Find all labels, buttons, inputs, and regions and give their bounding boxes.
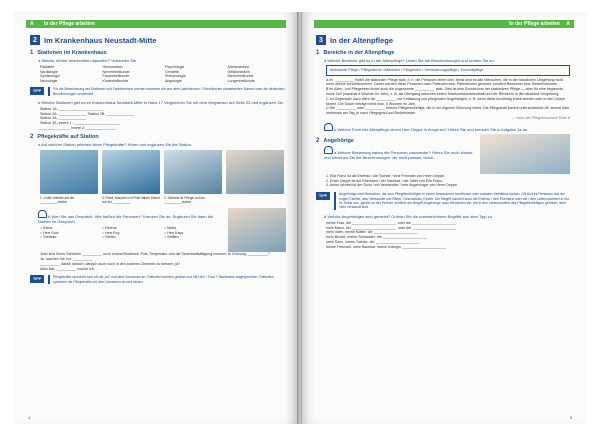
right-page — [302, 12, 586, 424]
term: Kardiologie — [40, 69, 58, 74]
subsection-header — [30, 134, 286, 140]
assign-line: mein Sohn, meine Tochter: die ______________________ — [326, 239, 420, 244]
subsection-title: Pflegekräfte auf Station — [37, 134, 99, 141]
term: Gefäßmedizin — [227, 69, 250, 74]
nurse-photo — [164, 150, 222, 194]
chapter-label: A — [30, 21, 34, 27]
section-number: 3 — [316, 35, 326, 45]
term: Herzmedizin — [102, 65, 123, 69]
nurse-photo — [40, 150, 98, 194]
term: Pädiatrie — [40, 65, 55, 69]
audio-icon — [324, 123, 333, 131]
photo-row — [40, 150, 286, 194]
assign-line: mein Vater, meine Mutter: die ______________________ — [326, 230, 418, 235]
term: Kinderheilkunde — [102, 78, 129, 83]
left-content — [30, 34, 286, 416]
dialog-line: Alles klar, __________ mache ich. — [40, 266, 95, 271]
tip-badge: TIPP — [316, 192, 330, 200]
page-number: 4 — [28, 415, 31, 420]
name-option[interactable]: ○ Stefanie — [40, 235, 57, 240]
tip-text: Angehörige sind Menschen, die zum Pflegebedürftigen in einem besonderen rechtlichen oder sozialen Verhältnis stehen. Oft sind es Personen aus der engen Familie, also Verwandte wie Eltern, Geschwister, Kinder. Der Begriff schließt auch die Ehefrau / den Ehemann oder die / den Lebenspartner/-in ein. Im Sinne von „gehört zu der Person“ schließt der Begriff Angehörige auch Menschen ein, die in den Lebensumfeld des Pflegebedürftigen gehören, aber nicht verwandt sind. — [334, 192, 570, 210]
name-option[interactable]: ○ Elena — [40, 226, 53, 231]
task-instruction: b Welche Form der Altenpflege nimmt Herr Deppe in Anspruch? Hören Sie und kreuzen Sie in Aufgabe 1a an. — [324, 123, 570, 132]
photo-caption: 3. Petra, Maryam und Phat haben Dienst auf der __________ — [102, 196, 160, 205]
task-instruction: a Welche Wörter beschreiben dasselbe? Verbinden Sie. — [38, 58, 138, 63]
name-option[interactable]: ○ Steffen — [164, 235, 179, 240]
section-header — [316, 34, 570, 46]
task-instruction: a Welche Beziehung haben die Personen zueinander? Hören Sie noch einmal und streichen Sie die Bezeichnungen, die nicht passen, durch. — [324, 146, 474, 160]
tip-box — [30, 87, 286, 96]
chapter-title: In der Pflege arbeiten — [509, 21, 560, 27]
description-paragraph: B Im Alten- und Pflegeheim findet auch die sogenannte __________ statt. Dies ist eine Sonderform der stationären Pflege — aber für eine begrenzte, kurze Zeit (maximal 8 Wochen im Jahr), z. B. als Übergang zwischen einem Krankenhausaufenthalt und der Rückkehr in die häusliche Umgebung. — [326, 87, 564, 96]
term: Nervenheilkunde — [102, 69, 130, 74]
description-paragraph: C Im Gegensatz dazu dient die __________ zur Entlastung von pflegenden Angehörigen, z. B. wenn diese kurzfristig krank werden oder in den Urlaub fahren. Die Dauer beträgt meist max. 6 Wochen im Jahr. — [326, 96, 565, 106]
open-book — [14, 12, 586, 424]
relatives-block — [316, 134, 570, 174]
task-instruction: b Welche Stationen gibt es im Krankenhaus Neustadt-Mitte in Haus 1? Vergleichen Sie mit dem Wegweiser auf Seite 23 und ergänzen Sie. — [38, 100, 284, 106]
term: Neurologie — [40, 78, 58, 83]
nurse-photo — [226, 150, 284, 194]
section-header — [30, 34, 286, 46]
term: Pneumologie — [165, 74, 186, 79]
terms-box: Ambulante Pflege / Pflegedienst • Altenheim / Pflegeheim • Verhinderungspflege • Kurzzeitpflege — [326, 65, 570, 76]
task-instruction: a Welche Bereiche gibt es in der Altenpflege? Lesen Sie die Beschreibungen und ordnen Sie zu. — [324, 58, 495, 63]
subsection-number: 1 — [30, 50, 34, 56]
subsection-title: Angehörige — [323, 137, 354, 144]
right-content — [316, 34, 570, 416]
description-paragraph: A Im __________ findet die stationäre Pflege statt, d. h. die Personen leben dort. Meist sind es alte Menschen, die in der häuslichen Umgebung nicht mehr alleine zurechtkommen. Daher werden diese Personen nach Patienten bzw. Patientinnen genannt, sondern Bewohner bzw. Bewohnerinnen. — [326, 77, 564, 87]
name-option[interactable]: ○ Helena — [102, 226, 117, 231]
source-note: — Nach der Pflegebroschüre Seite 8 — [511, 115, 570, 120]
term: Gynäkologie — [40, 74, 60, 79]
name-option[interactable]: ○ Maria — [164, 226, 177, 231]
tip-text: Für die Bezeichnung der Stationen und Fachbereiche werden entweder die aus dem Lateinischen / Griechischen stammenden Namen oder die deutschen Bezeichnungen verwendet. — [48, 87, 286, 96]
relation-line: 2. Erwin Deppe ist der Ehemann / der Nachbar / der Vater von Ella Franz. — [326, 178, 443, 183]
name-option[interactable]: ○ Herr Roy — [102, 230, 120, 235]
name-option[interactable]: ○ Stefan — [102, 235, 116, 240]
subsection-title: Stationen im Krankenhaus — [37, 50, 107, 56]
subsection-header — [316, 50, 570, 56]
photo-captions — [40, 196, 286, 204]
subsection-header — [30, 50, 286, 56]
section-title: In der Altenpflege — [330, 35, 394, 45]
section-number: 2 — [30, 35, 40, 45]
term: Frauenheilkunde — [102, 74, 130, 79]
assign-line: meine Freundin, mein Nachbar, meine Kollegin, ______________________ — [326, 244, 447, 249]
subsection-number: 2 — [30, 134, 34, 141]
subsection-number: 1 — [316, 50, 320, 56]
page-number: 5 — [569, 415, 572, 420]
tip-box — [316, 192, 570, 210]
subsection-number: 2 — [316, 137, 320, 144]
station-line: Station 1A: _______________________ — [40, 107, 105, 112]
relation-line: 3. Anton Wrobel ist der Sohn / ein Verwandter / kein Angehöriger von Herrn Deppe. — [326, 183, 458, 188]
relatives-text — [316, 134, 474, 174]
listening-task — [30, 208, 286, 252]
family-photo — [480, 134, 570, 174]
term: Lungenheilkunde — [227, 78, 255, 83]
chapter-label: A — [566, 21, 570, 27]
nurse-photo — [102, 150, 160, 194]
subsection-title: Bereiche in der Altenpflege — [323, 50, 395, 56]
assign-line: mein Bruder, meine Schwester: die ______________________ — [326, 235, 427, 240]
station-line: Station 3A: ______________ — [40, 116, 87, 121]
term: Psychologie — [165, 65, 185, 69]
relation-line: 1. Ella Franz ist die Ehefrau / die Tochter / eine Freundin von Herrn Deppe. — [326, 173, 445, 178]
term: Nierenheilkunde — [227, 74, 254, 79]
section-title: Im Krankenhaus Neustadt-Mitte — [44, 35, 157, 45]
chapter-bar — [26, 20, 286, 28]
term: Geriatrie — [165, 69, 179, 74]
photo-caption: 2. Stefanie ist Pfleger auf der __________station. — [164, 196, 206, 205]
term: Angiologie — [165, 78, 182, 83]
station-line: Station 3A, innere 1: _______________________ — [40, 120, 120, 125]
audio-icon — [324, 146, 333, 154]
station-line: Station 2A: ______________ Station 2B: ______________ — [40, 111, 135, 116]
patient-photo — [228, 208, 286, 252]
tip-text: Pflegekräfte sprechen sich oft mit „du“ und dem Vornamen an. Patienten werden gesiezt und mit Herr / Frau + Nachname angesprochen. Patienten sprechen die Pflegekräfte mit dem Vornamen an und siezen. — [48, 275, 286, 284]
photo-caption: 1. Judith arbeitet auf der __________station. — [40, 196, 75, 205]
tip-badge: TIPP — [30, 87, 44, 95]
audio-icon — [38, 210, 47, 218]
chapter-title: In der Pflege arbeiten — [44, 21, 95, 27]
term: Altersmedizin — [227, 65, 250, 69]
chapter-bar — [314, 20, 574, 28]
task-instruction: a Auf welcher Station arbeiten diese Pflegekräfte? Hören und ergänzen Sie die Station. — [38, 142, 193, 148]
task-instruction: b Wen Sie das Gespräch. Wie heißen die Personen? Kreuzen Sie an. Ergänzen Sie dann die Namen im Gespräch. — [38, 210, 222, 224]
dialog-line: Jetzt sind Ihnen Schülerin __________ noch einmal Blutdruck, Puls, Temperatur und die Sauerstoffsättigung messen. In Ordnung, __________? — [40, 252, 270, 257]
description-paragraph: D Die __________ oder __________ betreut Pflegebedürftige, die in der eigenen Wohnung leben. Die Pflegekraft kommt unterschiedlich oft, einmal oder mehrmals am Tag, je nach Pflegegrad und Bedürfnissen. — [326, 106, 570, 116]
name-options — [40, 226, 222, 240]
left-page — [14, 12, 298, 424]
assign-line: meine Frau, die ______________________ oder die ______________________ — [326, 220, 456, 225]
assign-line: mein Mann, der ______________________ oder der ______________________ — [326, 225, 457, 230]
station-line: _______________ innere 2: _______________ — [40, 125, 116, 130]
name-option[interactable]: ○ Herr Kays — [164, 230, 184, 235]
name-option[interactable]: ○ Herr Gutz — [40, 230, 59, 235]
tip-box — [30, 275, 286, 284]
task-instruction: b Welche Angehörigen sind gemeint? Ordnen Sie die unterstrichenen Begriffe aus dem Tipp zu. — [324, 213, 494, 219]
term-grid — [40, 65, 286, 83]
listening-left — [30, 208, 222, 252]
dialog-line: Ja, machen Sie nur. __________ — [40, 256, 93, 261]
dialog-line: __________ danke danach, danach auch noch in den anderen Zimmern zu messen, ja? — [40, 261, 181, 266]
tip-badge: TIPP — [30, 275, 44, 283]
subsection-header — [316, 138, 474, 144]
